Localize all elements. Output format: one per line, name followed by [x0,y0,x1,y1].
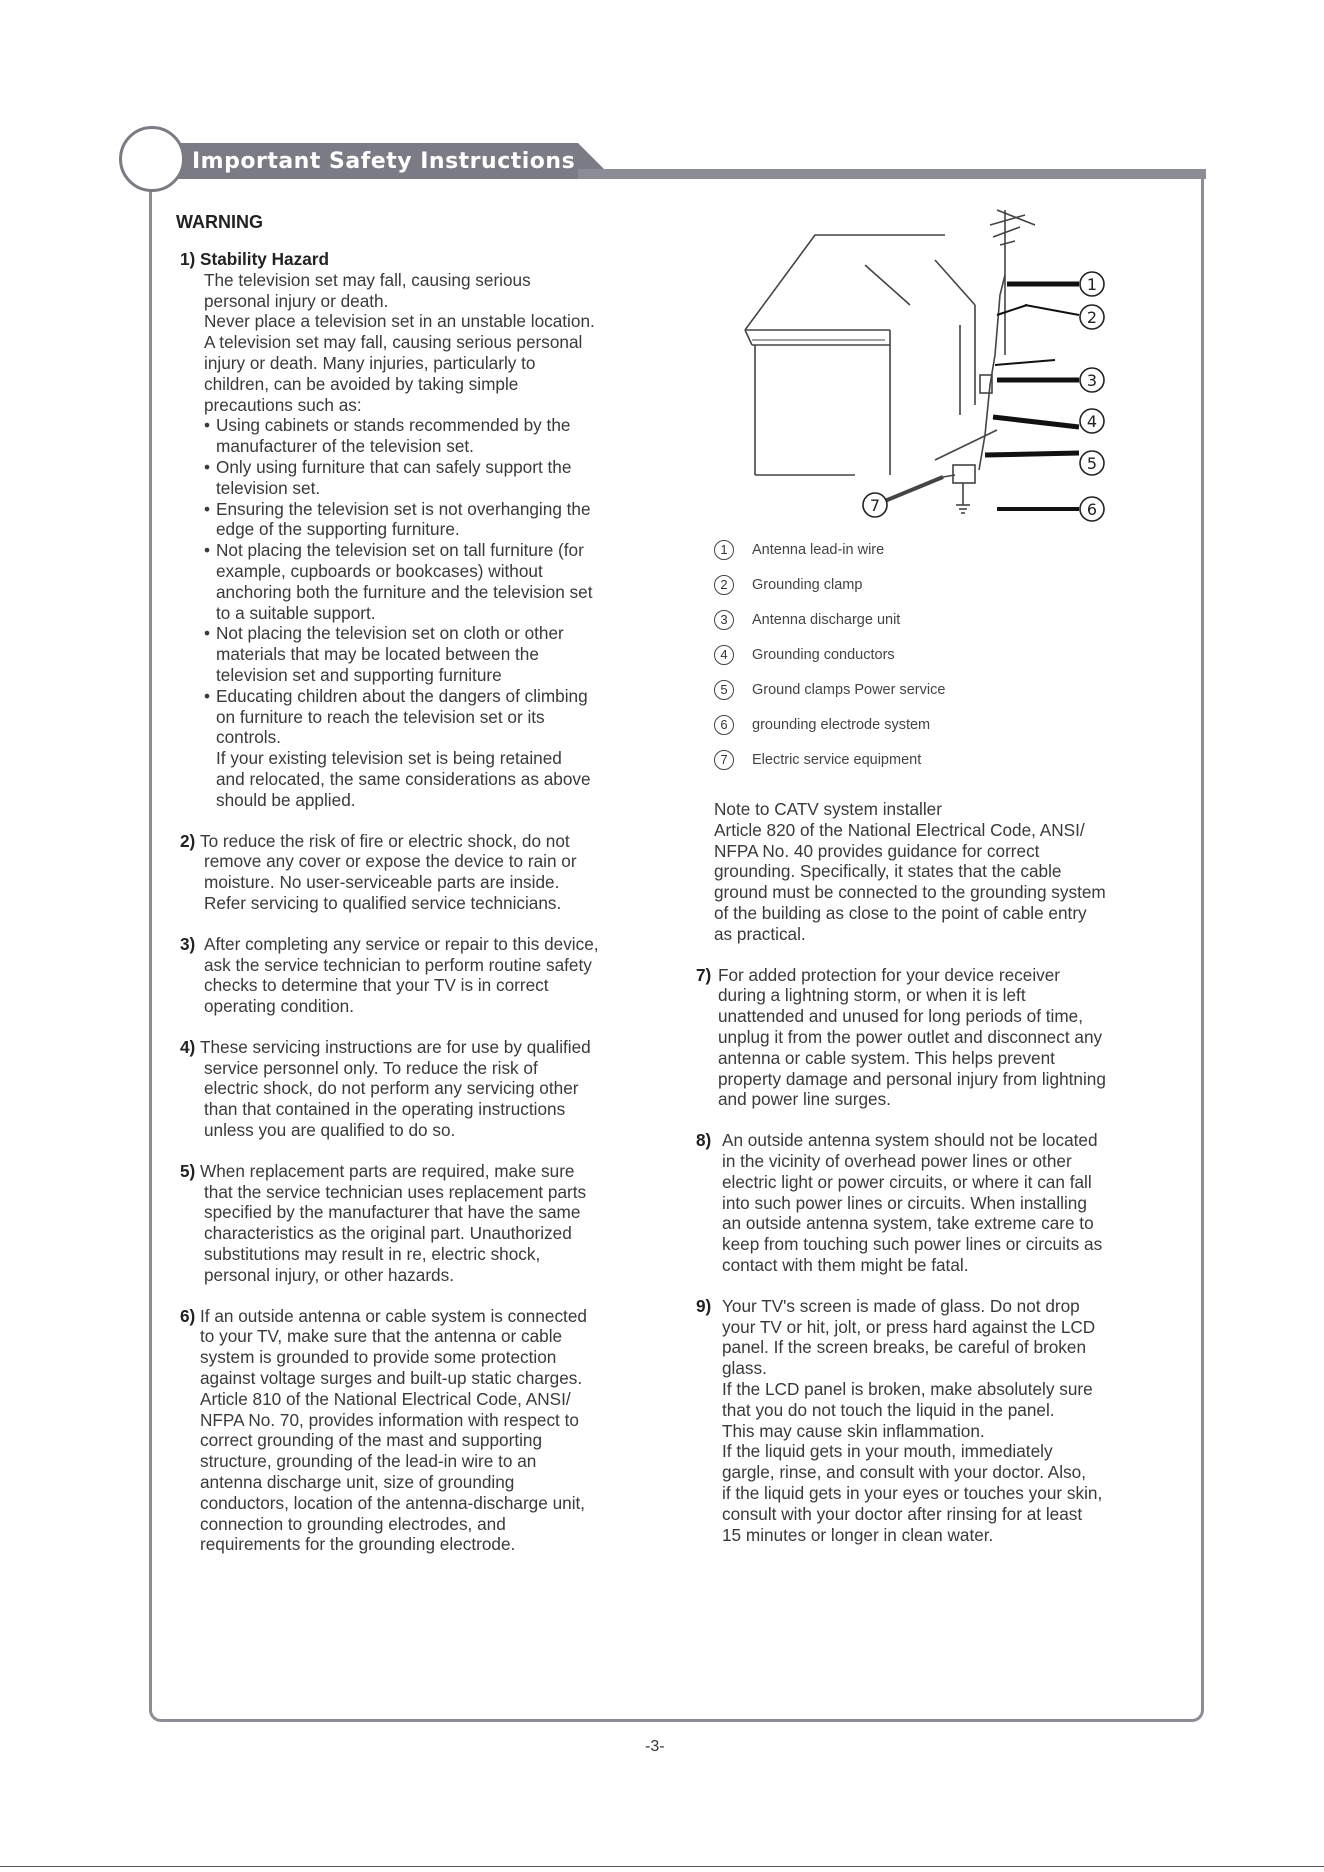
text-line: property damage and personal injury from lightning [718,1068,1106,1089]
text-line: • Ensuring the television set is not overhanging the [216,498,591,519]
item-4-number: 4) [180,1036,196,1057]
item-6-number: 6) [180,1305,196,1326]
legend-label: Ground clamps Power service [752,682,946,698]
legend-label: Antenna lead-in wire [752,542,885,558]
text-line: • Using cabinets or stands recommended by the [216,415,571,436]
item-1-title: Stability Hazard [200,249,329,269]
legend-number: 3 [714,610,734,630]
text-line: NFPA No. 40 provides guidance for correct [714,840,1040,861]
header-rule [578,169,1206,179]
text-line: moisture. No user-serviceable parts are inside. [204,872,560,893]
text-line: injury or death. Many injuries, particularly to [204,352,536,373]
text-line: An outside antenna system should not be located [722,1130,1098,1151]
text-line: that you do not touch the liquid in the panel. [722,1399,1055,1420]
text-line: antenna discharge unit, size of grounding [200,1472,515,1493]
item-9-number: 9) [696,1295,712,1316]
text-line: electric light or power circuits, or where it can fall [722,1171,1092,1192]
roof-outline [745,235,945,330]
text-line: children, can be avoided by taking simple [204,373,519,394]
item-2-number: 2) [180,830,196,851]
bullet-item [204,623,696,685]
bullet-item [204,686,696,748]
text-line: • Not placing the television set on cloth or other [216,623,564,644]
text-line: correct grounding of the mast and supporting [200,1430,543,1451]
text-line: personal injury, or other hazards. [204,1264,454,1285]
catv-note [696,799,1196,945]
text-line: ask the service technician to perform routine safety [204,954,592,975]
text-line: characteristics as the original part. Unauthorized [204,1223,572,1244]
callout-6-label: 6 [1086,500,1098,519]
item-1-intro [204,270,696,416]
text-line: For added protection for your device receiver [718,964,1061,985]
text-line: Note to CATV system installer [714,799,942,819]
text-line: The television set may fall, causing serious [204,269,531,290]
text-line: operating condition. [204,996,355,1017]
text-line: keep from touching such power lines or circuits as [722,1234,1103,1255]
callout-4-label: 4 [1086,412,1098,431]
text-line: • Educating children about the dangers of climbing [216,685,588,706]
bullet-item [204,499,696,541]
legend-label: Electric service equipment [752,752,922,768]
text-line: example, cupboards or bookcases) without [216,560,543,581]
text-line: glass. [722,1358,767,1379]
text-line: If the LCD panel is broken, make absolutely sure [722,1378,1093,1399]
text-line: grounding. Specifically, it states that the cable [714,861,1062,882]
text-line: an outside antenna system, take extreme care to [722,1213,1094,1234]
text-line: as practical. [714,923,806,944]
text-line: 15 minutes or longer in clean water. [722,1524,994,1545]
text-line: Article 820 of the National Electrical Code, ANSI/ [714,819,1085,840]
text-line: NFPA No. 70, provides information with respect to [200,1409,579,1430]
callout-1 [1080,272,1104,296]
text-line: manufacturer of the television set. [216,436,474,457]
item-2 [176,831,696,914]
callout-4 [1080,409,1104,433]
text-line: and relocated, the same considerations as above [216,768,591,789]
item-3 [176,934,696,1017]
page-number: -3- [645,1738,665,1755]
text-line: consult with your doctor after rinsing for at least [722,1503,1083,1524]
text-line: anchoring both the furniture and the television set [216,581,593,602]
text-line: unless you are qualified to do so. [204,1120,456,1141]
bullet-item [204,540,696,623]
text-line: When replacement parts are required, make sure [200,1160,575,1181]
lead-in-wire [979,275,1005,470]
item-5 [176,1161,696,1286]
text-line: panel. If the screen breaks, be careful of broken [722,1337,1087,1358]
text-line: These servicing instructions are for use by qualified [200,1036,591,1057]
legend-number: 2 [714,575,734,595]
legend-label: Grounding conductors [752,647,895,663]
item-8-number: 8) [696,1130,712,1151]
text-line: To reduce the risk of fire or electric shock, do not [200,830,570,851]
text-line: if the liquid gets in your eyes or touches your skin, [722,1482,1103,1503]
text-line: • Not placing the television set on tall furniture (for [216,540,584,561]
text-line: gargle, rinse, and consult with your doctor. Also, [722,1462,1086,1483]
callout-7-label: 7 [869,496,881,515]
legend-number: 7 [714,750,734,770]
text-line: to your TV, make sure that the antenna or cable [200,1326,563,1347]
item-4 [176,1037,696,1141]
text-line: Your TV's screen is made of glass. Do not drop [722,1295,1080,1316]
text-line: If the liquid gets in your mouth, immediately [722,1441,1053,1462]
right-column [696,799,1196,1545]
text-line: precautions such as: [204,394,362,415]
bullet-item [204,457,696,499]
text-line: service personnel only. To reduce the risk of [204,1057,538,1078]
item-1 [176,249,696,811]
text-line: conductors, location of the antenna-discharge unit, [200,1492,586,1513]
warning-heading: WARNING [176,212,263,232]
callout-6 [1080,497,1104,521]
text-line: than that contained in the operating instructions [204,1099,566,1120]
text-line: against voltage surges and built-up static charges. [200,1368,583,1389]
text-line: substitutions may result in re, electric shock, [204,1244,541,1265]
callout-3 [1080,368,1104,392]
text-line: unplug it from the power outlet and disconnect any [718,1026,1103,1047]
text-line: your TV or hit, jolt, or press hard against the LCD [722,1316,1096,1337]
header-circle-decoration [119,126,185,192]
text-line: connection to grounding electrodes, and [200,1513,506,1534]
text-line: After completing any service or repair to this device, [204,933,599,954]
text-line: This may cause skin inflammation. [722,1420,985,1441]
text-line: television set. [216,477,321,498]
item-9 [696,1296,1196,1546]
text-line: Article 810 of the National Electrical Code, ANSI/ [200,1388,571,1409]
bullet-item [204,415,696,457]
text-line: A television set may fall, causing serious personal [204,332,583,353]
item-3-number: 3) [180,933,196,954]
text-line: ground must be connected to the grounding system [714,882,1106,903]
text-line: system is grounded to provide some protection [200,1347,557,1368]
left-column [176,249,696,1555]
item-1-number: 1) [180,249,196,269]
footer-rule [0,1866,1324,1867]
text-line: electric shock, do not perform any servicing other [204,1078,579,1099]
legend-number: 5 [714,680,734,700]
text-line: structure, grounding of the lead-in wire to an [200,1451,537,1472]
text-line: contact with them might be fatal. [722,1254,969,1275]
text-line: should be applied. [216,789,356,810]
text-line: remove any cover or expose the device to rain or [204,851,577,872]
text-line: during a lightning storm, or when it is left [718,985,1026,1006]
text-line: and power line surges. [718,1089,891,1110]
text-line: in the vicinity of overhead power lines or other [722,1150,1072,1171]
text-line: antenna or cable system. This helps prevent [718,1047,1055,1068]
item-1-closing [204,748,696,810]
item-6 [176,1306,696,1556]
callout-2 [1080,305,1104,329]
text-line: unattended and unused for long periods of time, [718,1006,1084,1027]
text-line: into such power lines or circuits. When installing [722,1192,1087,1213]
text-line: that the service technician uses replacement parts [204,1181,587,1202]
text-line: personal injury or death. [204,290,389,311]
text-line: specified by the manufacturer that have the same [204,1202,581,1223]
text-line: If your existing television set is being retained [216,748,562,769]
callout-1-label: 1 [1086,275,1098,294]
callout-5 [1080,451,1104,475]
antenna-grounding-diagram [735,205,1115,530]
callout-3-label: 3 [1086,371,1098,390]
text-line: to a suitable support. [216,602,376,623]
text-line: If an outside antenna or cable system is connected [200,1305,587,1326]
text-line: controls. [216,727,281,748]
text-line: of the building as close to the point of cable entry [714,902,1087,923]
callout-7 [863,493,887,517]
text-line: on furniture to reach the television set or its [216,706,545,727]
legend-label: Antenna discharge unit [752,612,901,628]
legend-number: 1 [714,540,734,560]
text-line: Refer servicing to qualified service technicians. [204,892,562,913]
item-8 [696,1130,1196,1276]
callout-5-label: 5 [1086,454,1098,473]
text-line: requirements for the grounding electrode. [200,1534,516,1555]
text-line: • Only using furniture that can safely support the [216,456,572,477]
text-line: Never place a television set in an unstable location. [204,311,595,332]
item-7 [696,965,1196,1111]
text-line: edge of the supporting furniture. [216,519,460,540]
service-box [953,465,975,483]
text-line: materials that may be located between the [216,644,539,665]
legend-label: Grounding clamp [752,577,863,593]
legend-number: 6 [714,715,734,735]
text-line: checks to determine that your TV is in correct [204,975,549,996]
callout-2-label: 2 [1086,308,1098,327]
legend-label: grounding electrode system [752,717,931,733]
item-5-number: 5) [180,1160,196,1181]
legend-number: 4 [714,645,734,665]
text-line: television set and supporting furniture [216,664,502,685]
page-title: Important Safety Instructions [192,149,576,174]
item-7-number: 7) [696,964,712,985]
